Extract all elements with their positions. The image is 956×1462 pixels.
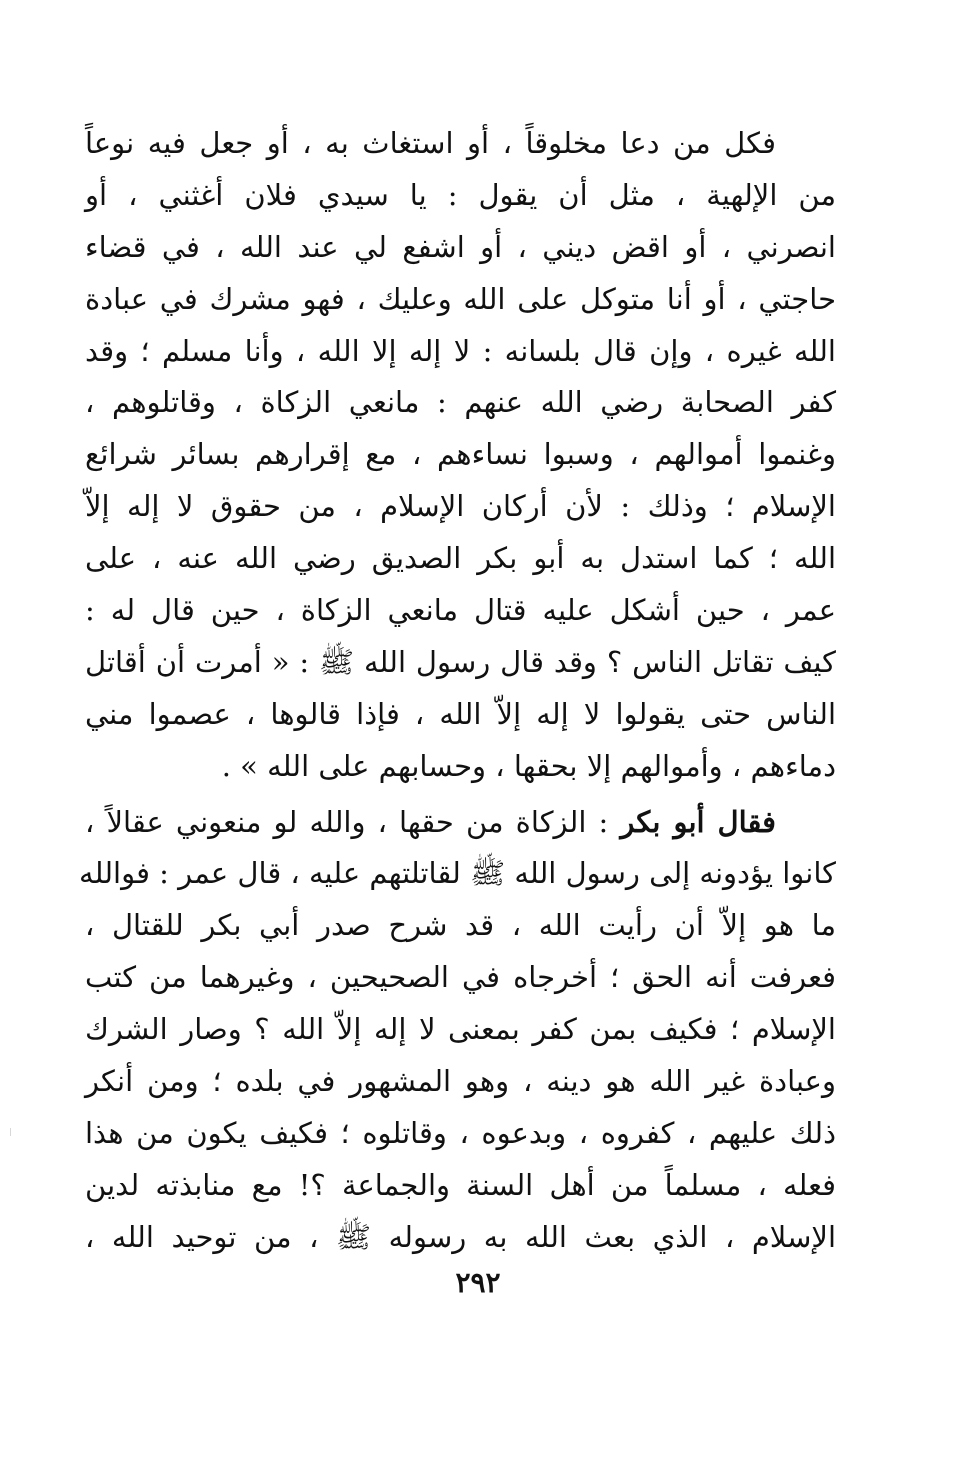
- body-text: [79, 118, 836, 1264]
- text-line: الإسلام ، الذي بعث الله به رسوله ﷺ ، من توحيد الله ،: [85, 1219, 836, 1254]
- text-line: كيف تقاتل الناس ؟ وقد قال رسول الله ﷺ : « أمرت أن أقاتل: [85, 644, 836, 679]
- text-line: حاجتي ، أو أنا متوكل على الله وعليك ، فهو مشرك في عبادة: [85, 281, 836, 316]
- paragraph-2: [79, 797, 836, 1264]
- text-line: كانوا يؤدونه إلى رسول الله ﷺ لقاتلتهم عليه ، قال عمر : فوالله: [79, 856, 836, 891]
- text-line: [85, 797, 836, 849]
- text-line-rest: : الزكاة من حقها ، والله لو منعوني عقالاً ،: [85, 804, 621, 839]
- text-line: فعله ، مسلماً من أهل السنة والجماعة ؟! مع منابذته لدين: [85, 1167, 836, 1202]
- paragraph-1: [85, 118, 836, 793]
- bold-lead-text: فقال أبو بكر: [620, 804, 776, 839]
- text-line: دماءهم ، وأموالهم إلا بحقها ، وحسابهم على الله » .: [221, 748, 836, 783]
- text-line: من الإلهية ، مثل أن يقول : يا سيدي فلان أغثني ، أو: [85, 177, 836, 212]
- text-line: فعرفت أنه الحق ؛ أخرجاه في الصحيحين ، وغيرهما من كتب: [85, 960, 836, 995]
- text-line: كفر الصحابة رضي الله عنهم : مانعي الزكاة ، وقاتلوهم ،: [85, 385, 836, 420]
- text-line: فكل من دعا مخلوقاً ، أو استغاث به ، أو جعل فيه نوعاً: [85, 126, 776, 160]
- text-line: ذلك عليهم ، كفروه ، وبدعوه ، وقاتلوه ؛ فكيف يكون من هذا: [85, 1115, 836, 1150]
- scan-margin-mark: [10, 1128, 11, 1136]
- text-line: وعبادة غير الله هو دينه ، وهو المشهور في بلده ؛ ومن أنكر: [85, 1064, 836, 1099]
- text-line: عمر ، حين أشكل عليه قتال مانعي الزكاة ، حين قال له :: [85, 593, 836, 628]
- text-line: انصرني ، أو اقض ديني ، أو اشفع لي عند الله ، في قضاء: [85, 229, 836, 264]
- text-line: الله غيره ، وإن قال بلسانه : لا إله إلا الله ، وأنا مسلم ؛ وقد: [85, 333, 836, 368]
- text-line: ما هو إلاّ أن رأيت الله ، قد شرح صدر أبي بكر للقتال ،: [85, 908, 836, 943]
- text-line: الناس حتى يقولوا لا إله إلاّ الله ، فإذا قالوها ، عصموا مني: [85, 696, 836, 731]
- text-line: الله ؛ كما استدل به أبو بكر الصديق رضي الله عنه ، على: [85, 541, 836, 576]
- page-number: ٢٩٢: [455, 1266, 501, 1299]
- text-line: الإسلام ؛ فكيف بمن كفر بمعنى لا إله إلاّ الله ؟ وصار الشرك: [85, 1012, 836, 1047]
- text-line: الإسلام ؛ وذلك : لأن أركان الإسلام ، من حقوق لا إله إلاّ: [85, 489, 836, 524]
- text-line: وغنموا أموالهم ، وسبوا نساءهم ، مع إقرارهم بسائر شرائع: [85, 437, 836, 472]
